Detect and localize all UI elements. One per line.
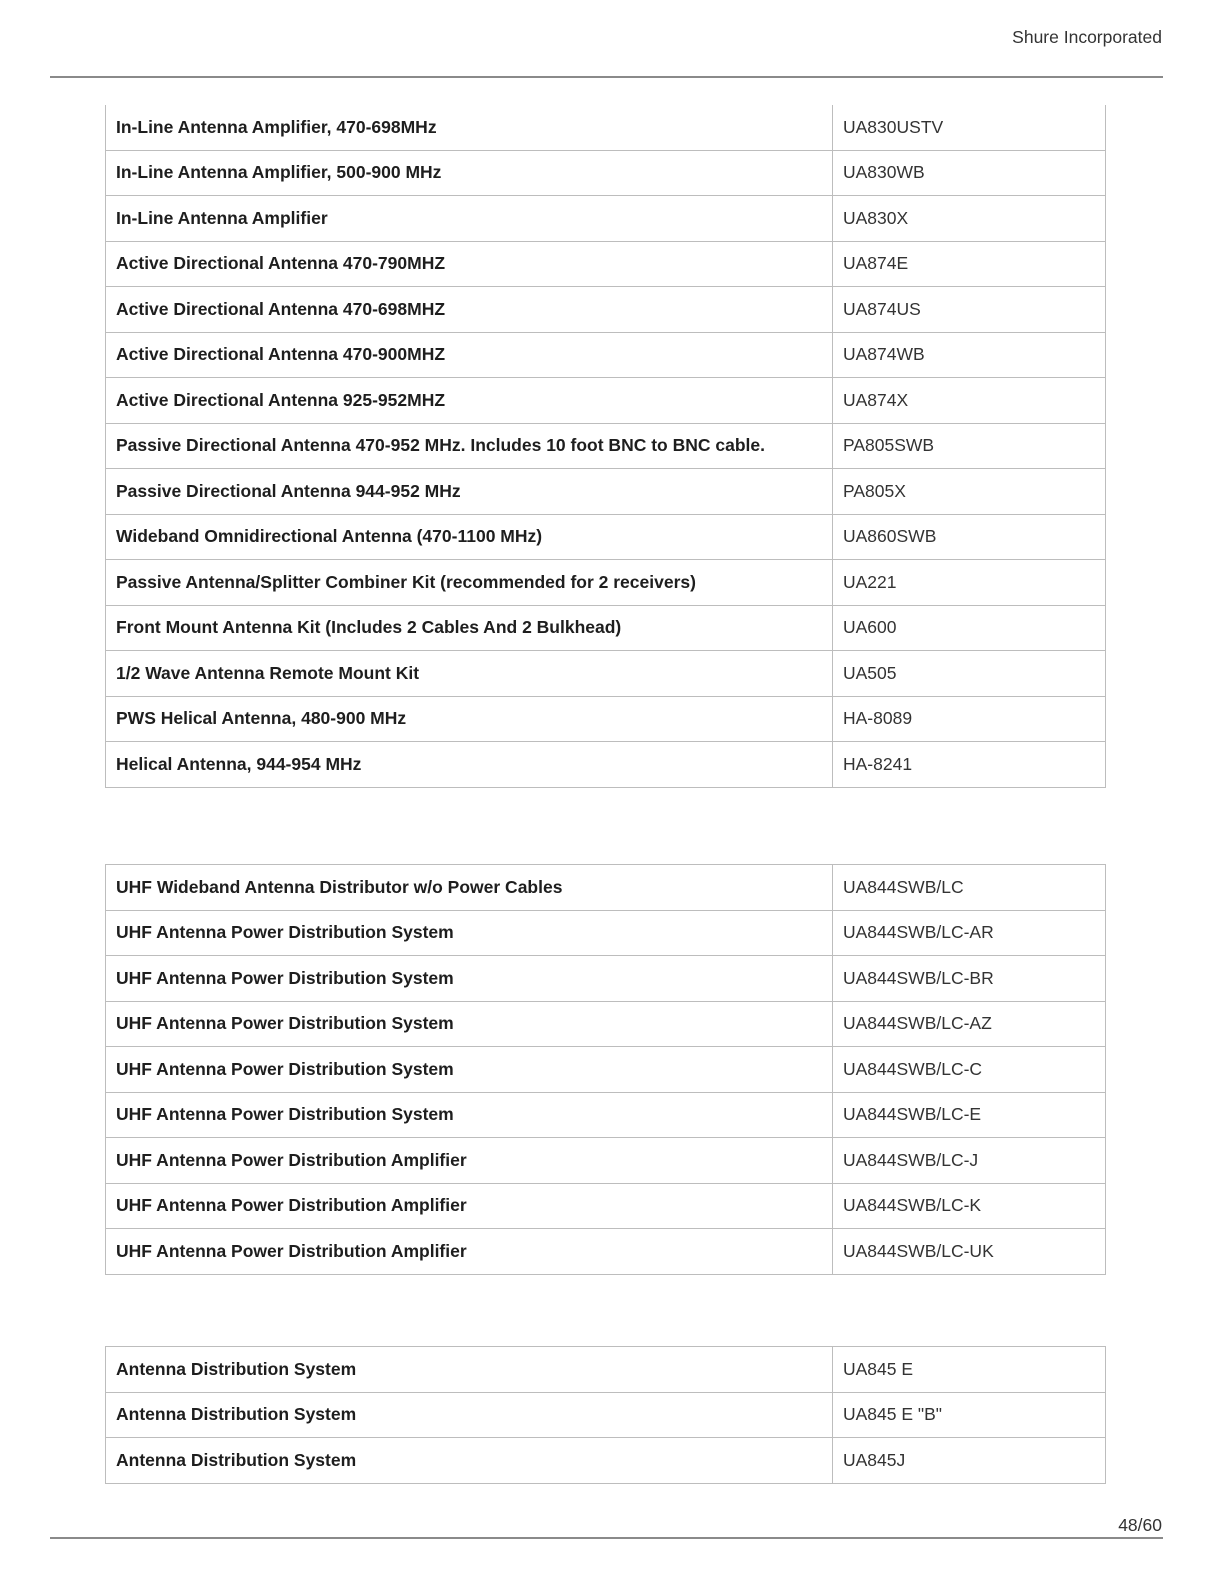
part-description-cell: UHF Antenna Power Distribution Amplifier bbox=[106, 1229, 833, 1275]
part-number-cell: UA844SWB/LC bbox=[833, 865, 1106, 911]
part-description-cell: Active Directional Antenna 470-698MHZ bbox=[106, 287, 833, 333]
table-row bbox=[106, 241, 1106, 287]
part-number-cell: UA505 bbox=[833, 651, 1106, 697]
part-number-cell: UA874US bbox=[833, 287, 1106, 333]
table-row bbox=[106, 196, 1106, 242]
part-description-cell: Antenna Distribution System bbox=[106, 1347, 833, 1393]
part-number-cell: UA600 bbox=[833, 605, 1106, 651]
part-description-cell: Antenna Distribution System bbox=[106, 1392, 833, 1438]
part-number-cell: UA830WB bbox=[833, 150, 1106, 196]
distribution-system-table bbox=[105, 1346, 1106, 1484]
part-description-cell: Active Directional Antenna 470-790MHZ bbox=[106, 241, 833, 287]
table-row bbox=[106, 423, 1106, 469]
table-row bbox=[106, 1138, 1106, 1184]
table-row bbox=[106, 1092, 1106, 1138]
table-row bbox=[106, 1001, 1106, 1047]
part-description-cell: Active Directional Antenna 925-952MHZ bbox=[106, 378, 833, 424]
part-number-cell: UA874X bbox=[833, 378, 1106, 424]
part-number-cell: UA221 bbox=[833, 560, 1106, 606]
table-row bbox=[106, 696, 1106, 742]
part-number-cell: UA844SWB/LC-BR bbox=[833, 956, 1106, 1002]
table-row bbox=[106, 332, 1106, 378]
part-description-cell: Passive Directional Antenna 944-952 MHz bbox=[106, 469, 833, 515]
part-description-cell: In-Line Antenna Amplifier, 470-698MHz bbox=[106, 105, 833, 150]
part-description-cell: Wideband Omnidirectional Antenna (470-1100 MHz) bbox=[106, 514, 833, 560]
part-description-cell: UHF Antenna Power Distribution System bbox=[106, 910, 833, 956]
part-description-cell: Front Mount Antenna Kit (Includes 2 Cables And 2 Bulkhead) bbox=[106, 605, 833, 651]
part-number-cell: UA845J bbox=[833, 1438, 1106, 1484]
part-number-cell: PA805SWB bbox=[833, 423, 1106, 469]
table-row bbox=[106, 1047, 1106, 1093]
part-number-cell: UA844SWB/LC-AZ bbox=[833, 1001, 1106, 1047]
table-row bbox=[106, 605, 1106, 651]
antenna-parts-table bbox=[105, 105, 1106, 788]
table-row bbox=[106, 956, 1106, 1002]
page-header-title: Shure Incorporated bbox=[1012, 27, 1162, 47]
part-number-cell: UA830X bbox=[833, 196, 1106, 242]
part-description-cell: UHF Antenna Power Distribution Amplifier bbox=[106, 1183, 833, 1229]
part-number-cell: UA874WB bbox=[833, 332, 1106, 378]
part-number-cell: UA844SWB/LC-K bbox=[833, 1183, 1106, 1229]
part-description-cell: Passive Directional Antenna 470-952 MHz. Includes 10 foot BNC to BNC cable. bbox=[106, 423, 833, 469]
distribution-parts-table bbox=[105, 864, 1106, 1275]
table-row bbox=[106, 1347, 1106, 1393]
part-description-cell: In-Line Antenna Amplifier bbox=[106, 196, 833, 242]
table-row bbox=[106, 105, 1106, 150]
part-number-cell: UA844SWB/LC-E bbox=[833, 1092, 1106, 1138]
part-description-cell: UHF Antenna Power Distribution System bbox=[106, 956, 833, 1002]
table-row bbox=[106, 865, 1106, 911]
table-row bbox=[106, 742, 1106, 788]
part-number-cell: UA844SWB/LC-AR bbox=[833, 910, 1106, 956]
part-number-cell: UA844SWB/LC-UK bbox=[833, 1229, 1106, 1275]
table-row bbox=[106, 1229, 1106, 1275]
table-row bbox=[106, 651, 1106, 697]
part-description-cell: UHF Wideband Antenna Distributor w/o Power Cables bbox=[106, 865, 833, 911]
part-description-cell: Passive Antenna/Splitter Combiner Kit (recommended for 2 receivers) bbox=[106, 560, 833, 606]
table-row bbox=[106, 287, 1106, 333]
part-number-cell: UA845 E bbox=[833, 1347, 1106, 1393]
part-number-cell: UA874E bbox=[833, 241, 1106, 287]
table-row bbox=[106, 150, 1106, 196]
table-row bbox=[106, 469, 1106, 515]
part-description-cell: Antenna Distribution System bbox=[106, 1438, 833, 1484]
part-number-cell: UA844SWB/LC-J bbox=[833, 1138, 1106, 1184]
part-description-cell: PWS Helical Antenna, 480-900 MHz bbox=[106, 696, 833, 742]
part-description-cell: UHF Antenna Power Distribution System bbox=[106, 1047, 833, 1093]
footer-rule bbox=[50, 1537, 1163, 1539]
part-number-cell: PA805X bbox=[833, 469, 1106, 515]
part-number-cell: UA860SWB bbox=[833, 514, 1106, 560]
part-number-cell: UA830USTV bbox=[833, 105, 1106, 150]
header-rule bbox=[50, 76, 1163, 78]
table-row bbox=[106, 514, 1106, 560]
part-description-cell: UHF Antenna Power Distribution Amplifier bbox=[106, 1138, 833, 1184]
part-description-cell: UHF Antenna Power Distribution System bbox=[106, 1092, 833, 1138]
part-description-cell: Helical Antenna, 944-954 MHz bbox=[106, 742, 833, 788]
table-row bbox=[106, 1438, 1106, 1484]
part-description-cell: 1/2 Wave Antenna Remote Mount Kit bbox=[106, 651, 833, 697]
part-description-cell: UHF Antenna Power Distribution System bbox=[106, 1001, 833, 1047]
part-description-cell: Active Directional Antenna 470-900MHZ bbox=[106, 332, 833, 378]
part-number-cell: HA-8241 bbox=[833, 742, 1106, 788]
part-number-cell: UA844SWB/LC-C bbox=[833, 1047, 1106, 1093]
part-number-cell: UA845 E "B" bbox=[833, 1392, 1106, 1438]
part-number-cell: HA-8089 bbox=[833, 696, 1106, 742]
table-row bbox=[106, 1183, 1106, 1229]
table-row bbox=[106, 910, 1106, 956]
page-number: 48/60 bbox=[1118, 1515, 1162, 1535]
part-description-cell: In-Line Antenna Amplifier, 500-900 MHz bbox=[106, 150, 833, 196]
table-row bbox=[106, 1392, 1106, 1438]
table-row bbox=[106, 560, 1106, 606]
table-row bbox=[106, 378, 1106, 424]
